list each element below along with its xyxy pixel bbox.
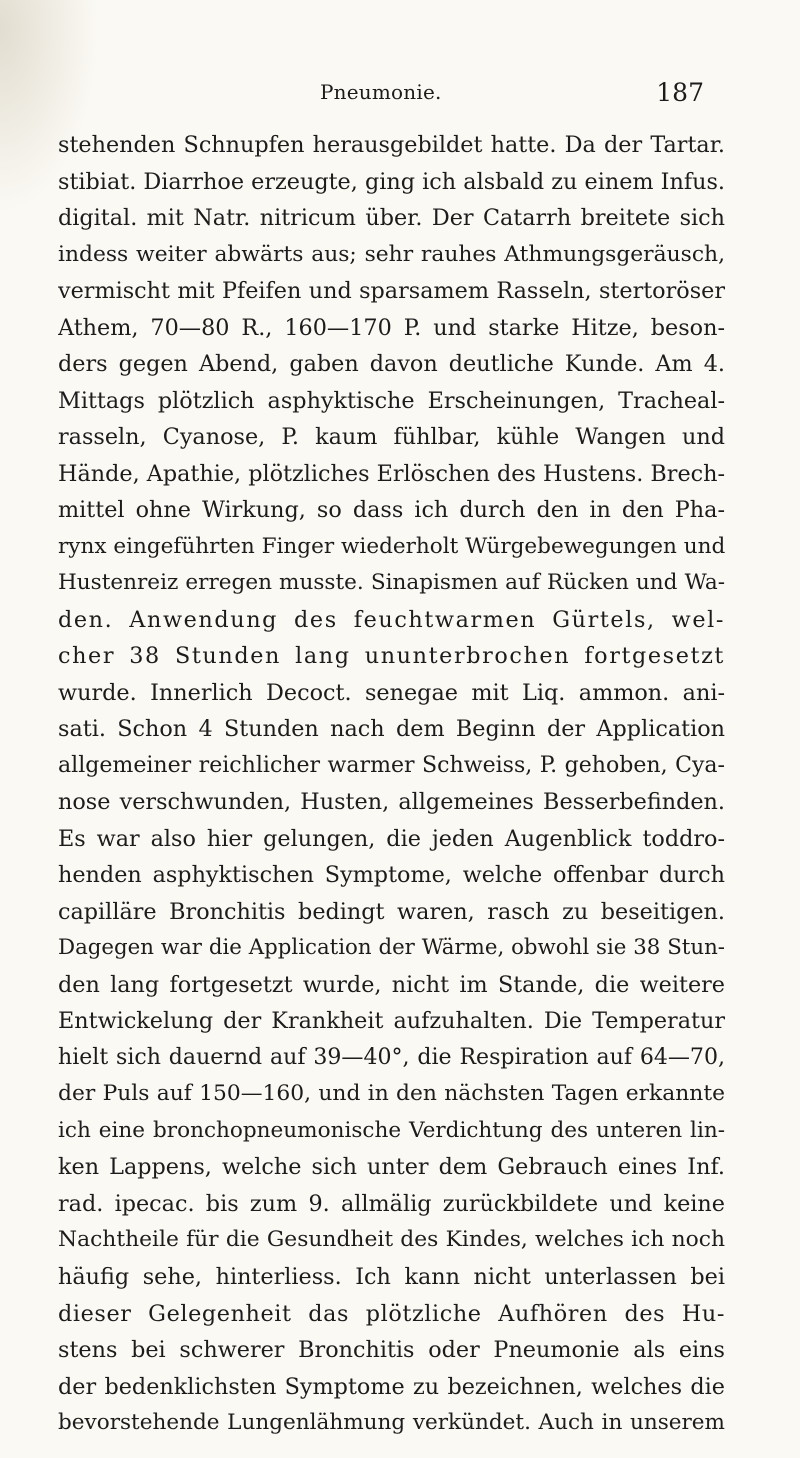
text-line: stehenden Schnupfen herausgebildet hatte. Da der Tartar.	[58, 132, 725, 158]
text-line: Entwickelung der Krankheit aufzuhalten. Die Temperatur	[58, 1008, 725, 1035]
text-line: ich eine bronchopneumonische Verdichtung des unteren lin-	[58, 1117, 725, 1143]
text-line: stibiat. Diarrhoe erzeugte, ging ich alsbald zu einem Infus.	[58, 168, 725, 195]
text-line: Nachtheile für die Gesundheit des Kindes, welches ich noch	[58, 1227, 725, 1253]
text-line: allgemeiner reichlicher warmer Schweiss, P. gehoben, Cya-	[58, 752, 725, 778]
text-line: häufig sehe, hinterliess. Ich kann nicht unterlassen bei	[58, 1263, 725, 1290]
text-line: der Puls auf 150—160, und in den nächsten Tagen erkannte	[58, 1081, 725, 1107]
text-line: henden asphyktischen Symptome, welche offenbar durch	[58, 862, 725, 889]
text-line: capilläre Bronchitis bedingt waren, rasch zu beseitigen.	[58, 898, 725, 925]
text-line: Es war also hier gelungen, die jeden Augenblick toddro-	[58, 825, 725, 852]
text-line: den lang fortgesetzt wurde, nicht im Stande, die weitere	[58, 971, 725, 998]
text-line: Mittags plötzlich asphyktische Erscheinungen, Tracheal-	[58, 387, 725, 414]
text-line: Hustenreiz erregen musste. Sinapismen auf Rücken und Wa-	[58, 570, 725, 596]
text-line: vermischt mit Pfeifen und sparsamem Rasseln, stertoröser	[58, 278, 725, 305]
text-line: der bedenklichsten Symptome zu bezeichnen, welches die	[58, 1373, 725, 1400]
text-line: mittel ohne Wirkung, so dass ich durch den in den Pha-	[58, 497, 725, 524]
text-line: rasseln, Cyanose, P. kaum fühlbar, kühle Wangen und	[58, 424, 725, 451]
page-number: 187	[656, 78, 704, 107]
text-line: Athem, 70—80 R., 160—170 P. und starke Hitze, beson-	[58, 314, 725, 341]
text-line: nose verschwunden, Husten, allgemeines Besserbefinden.	[58, 789, 725, 816]
page-header	[0, 80, 800, 110]
text-line: rad. ipecac. bis zum 9. allmälig zurückbildete und keine	[58, 1190, 725, 1217]
text-line: bevorstehende Lungenlähmung verkündet. Auch in unserem	[58, 1410, 725, 1436]
text-line: dieser Gelegenheit das plötzliche Aufhören des Hu-	[58, 1300, 725, 1327]
text-line: wurde. Innerlich Decoct. senegae mit Liq. ammon. ani-	[58, 679, 725, 706]
text-line: rynx eingeführten Finger wiederholt Würgebewegungen und	[58, 533, 725, 559]
body-text	[58, 127, 725, 1442]
text-line: digital. mit Natr. nitricum über. Der Catarrh breitete sich	[58, 205, 725, 232]
text-line: indess weiter abwärts aus; sehr rauhes Athmungsgeräusch,	[58, 241, 725, 267]
text-line: den. Anwendung des feuchtwarmen Gürtels, wel-	[58, 606, 725, 633]
text-line: Hände, Apathie, plötzliches Erlöschen des Hustens. Brech-	[58, 460, 725, 487]
text-line: hielt sich dauernd auf 39—40°, die Respiration auf 64—70,	[58, 1044, 725, 1070]
running-title: Pneumonie.	[320, 80, 442, 104]
text-line: ken Lappens, welche sich unter dem Gebrauch eines Inf.	[58, 1154, 725, 1181]
text-line: Dagegen war die Application der Wärme, obwohl sie 38 Stun-	[58, 935, 725, 961]
text-line: sati. Schon 4 Stunden nach dem Beginn der Application	[58, 716, 725, 743]
text-line: stens bei schwerer Bronchitis oder Pneumonie als eins	[58, 1337, 725, 1364]
text-line: ders gegen Abend, gaben davon deutliche Kunde. Am 4.	[58, 351, 725, 378]
text-line: cher 38 Stunden lang ununterbrochen fortgesetzt	[58, 643, 725, 670]
